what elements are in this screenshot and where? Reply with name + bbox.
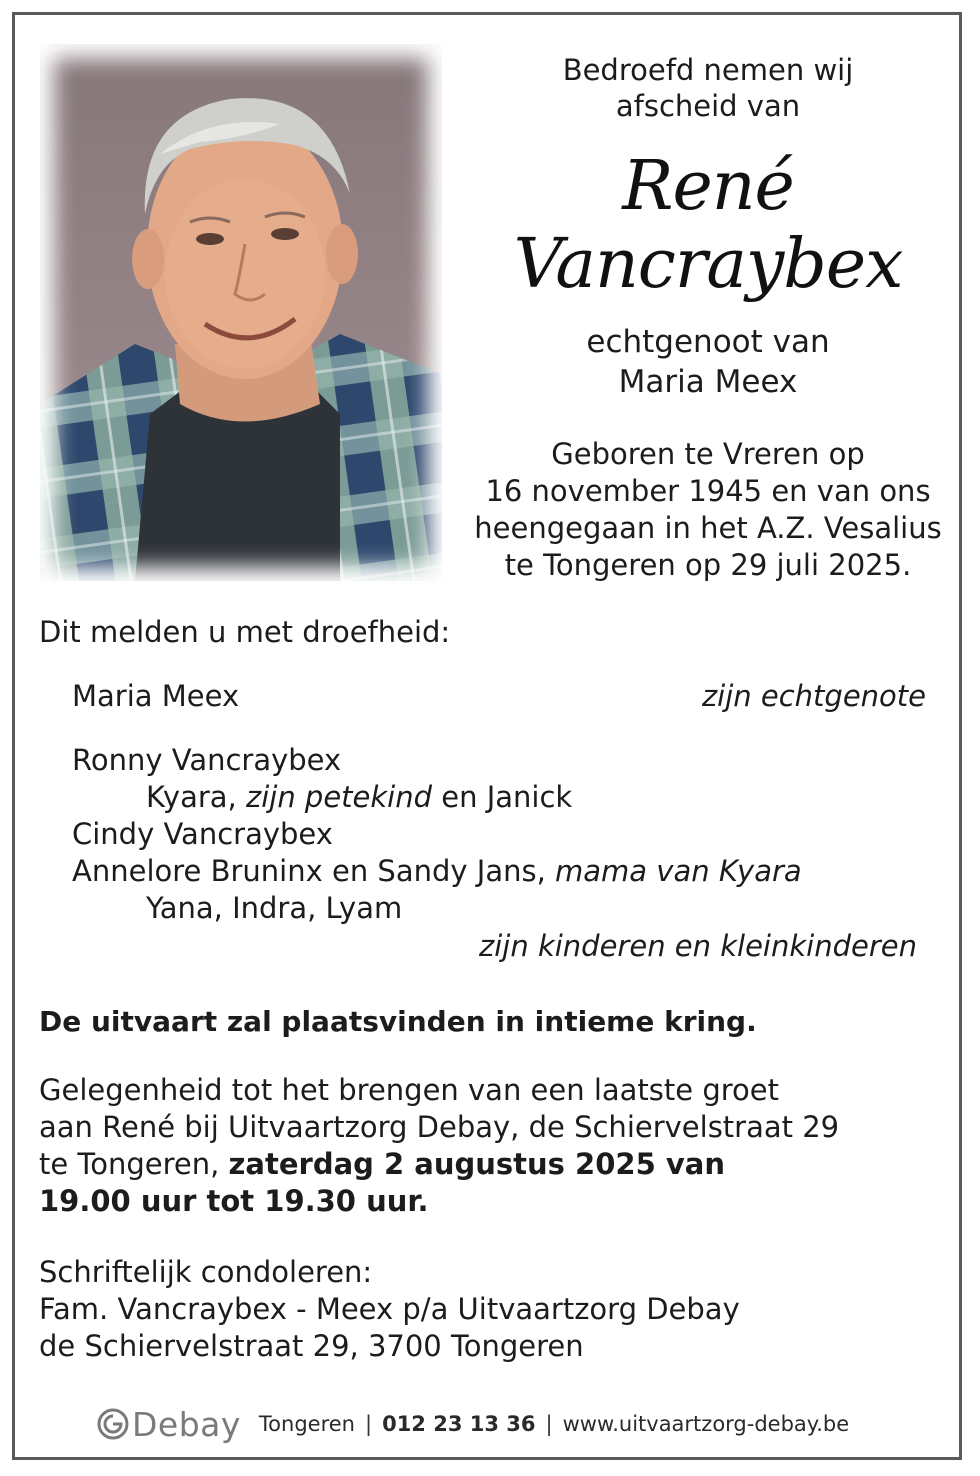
visit-line-3 <box>39 1146 725 1183</box>
birth-line-4: te Tongeren op 29 juli 2025. <box>504 548 912 582</box>
spouse-line-1: echtgenoot van <box>586 324 830 360</box>
funeral-notice: De uitvaart zal plaatsvinden in intieme kring. <box>39 1005 757 1038</box>
visit-line-1: Gelegenheid tot het brengen van een laatste groet <box>39 1073 779 1107</box>
intro-line-1: Bedroefd nemen wij <box>562 53 854 87</box>
footer-separator-1: | <box>365 1412 373 1436</box>
godchild-note: zijn petekind <box>245 780 433 814</box>
birth-line-2: 16 november 1945 en van ons <box>485 474 931 508</box>
birth-block <box>460 436 956 584</box>
logo-text: Debay <box>132 1404 241 1444</box>
footer-website[interactable]: www.uitvaartzorg-debay.be <box>562 1412 850 1436</box>
deceased-name <box>460 148 956 304</box>
intro-line-2: afscheid van <box>615 89 801 123</box>
spouse-line-2: Maria Meex <box>618 364 798 400</box>
family-child-3 <box>72 853 802 890</box>
debay-logo <box>96 1405 241 1444</box>
footer <box>96 1402 896 1446</box>
debay-logo-icon <box>96 1407 130 1441</box>
portrait-photo <box>40 44 442 581</box>
grandchild-names-2: en Janick <box>432 780 573 814</box>
condolence-line-3: de Schiervelstraat 29, 3700 Tongeren <box>39 1329 584 1363</box>
birth-line-1: Geboren te Vreren op <box>551 437 865 471</box>
intro-text <box>460 52 956 124</box>
visit-time: 19.00 uur tot 19.30 uur. <box>39 1184 429 1218</box>
deceased-last-name: Vancraybex <box>513 225 903 304</box>
condolence-line-1: Schriftelijk condoleren: <box>39 1255 373 1289</box>
family-child-1: Ronny Vancraybex <box>72 743 342 777</box>
family-grandchild-line-1 <box>146 779 572 816</box>
spouse-block <box>460 322 956 402</box>
family-children-role: zijn kinderen en kleinkinderen <box>479 929 917 963</box>
grandchild-names: Kyara, <box>146 780 246 814</box>
announce-text: Dit melden u met droefheid: <box>39 615 451 649</box>
family-child-2: Cindy Vancraybex <box>72 817 333 851</box>
family-spouse-role: zijn echtgenote <box>701 679 926 713</box>
footer-city: Tongeren <box>258 1412 355 1436</box>
visit-line-2: aan René bij Uitvaartzorg Debay, de Schiervelstraat 29 <box>39 1110 840 1144</box>
family-spouse-name: Maria Meex <box>72 679 240 713</box>
birth-line-3: heengegaan in het A.Z. Vesalius <box>474 511 942 545</box>
footer-phone[interactable]: 012 23 13 36 <box>382 1412 536 1436</box>
visit-date: zaterdag 2 augustus 2025 van <box>228 1147 725 1181</box>
child-3-note: mama van Kyara <box>555 854 802 888</box>
child-3-names: Annelore Bruninx en Sandy Jans, <box>72 854 556 888</box>
visit-place: te Tongeren, <box>39 1147 229 1181</box>
family-grandchild-line-3: Yana, Indra, Lyam <box>146 891 403 925</box>
deceased-first-name: René <box>622 147 794 226</box>
footer-separator-2: | <box>545 1412 553 1436</box>
condolence-line-2: Fam. Vancraybex - Meex p/a Uitvaartzorg Debay <box>39 1292 740 1326</box>
